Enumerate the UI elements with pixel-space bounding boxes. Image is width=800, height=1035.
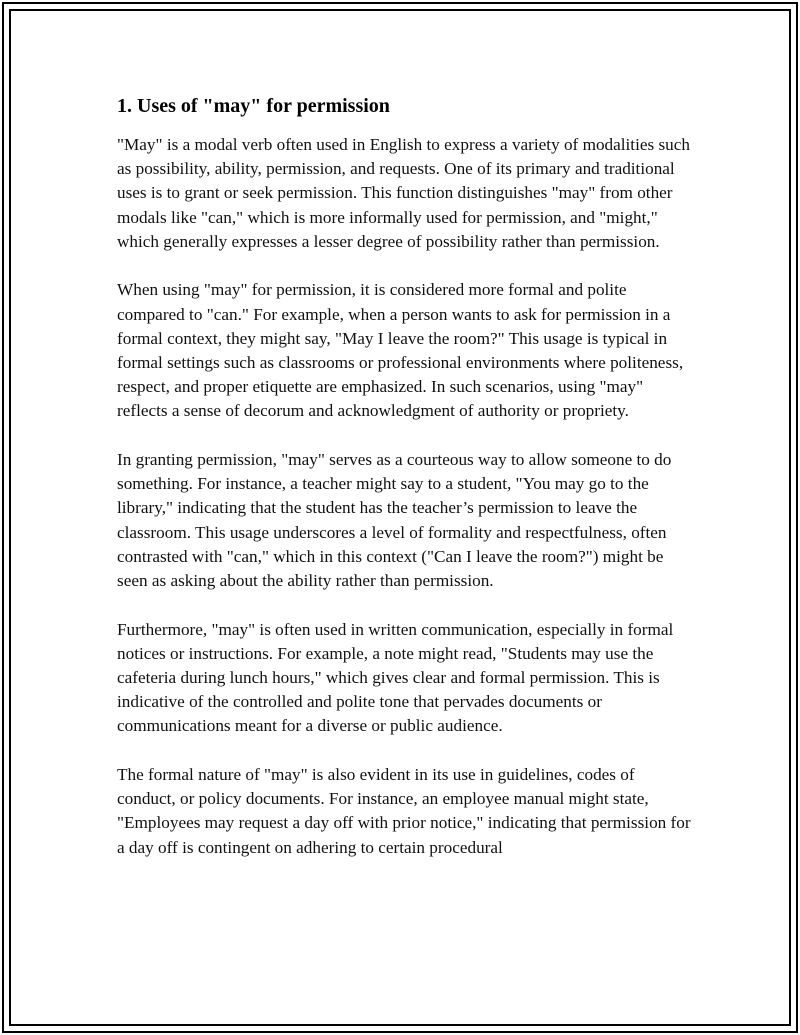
paragraph-4: Furthermore, "may" is often used in written communication, especially in formal notices or instructions. For example, a note might read, "Students may use the cafeteria during lunch hours," which gives clear and formal permission. This is indicative of the controlled and polite tone that pervades documents or communications meant for a diverse or public audience. [117,619,674,736]
paragraph-1: "May" is a modal verb often used in English to express a variety of modalities such as possibility, ability, permission, and requests. One of its primary and traditional uses is to grant or seek permission. This function distinguishes "may" from other modals like "can," which is more informally used for permission, and "might," which generally expresses a lesser degree of possibility rather than permission. [117,135,690,251]
section-heading: 1. Uses of "may" for permission [117,95,390,117]
paragraph-2: When using "may" for permission, it is considered more formal and polite compared to "can." For example, when a person wants to ask for permission in a formal context, they might say, "May I leave the room?" This usage is typical in formal settings such as classrooms or professional environments where politeness, respect, and proper etiquette are emphasized. In such scenarios, using "may" reflects a sense of decorum and acknowledgment of authority or propriety. [117,280,684,421]
paragraph-3: In granting permission, "may" serves as a courteous way to allow someone to do something. For instance, a teacher might say to a student, "You may go to the library," indicating that the student has the teacher’s permission to leave the classroom. This usage underscores a level of formality and respectfulness, often contrasted with "can," which in this context ("Can I leave the room?") might be seen as asking about the ability rather than permission. [117,450,672,591]
paragraph-5: The formal nature of "may" is also evident in its use in guidelines, codes of conduct, or policy documents. For instance, an employee manual might state, "Employees may request a day off with prior notice," indicating that permission for a day off is contingent on adhering to certain procedural [117,765,691,857]
document-content [117,93,693,860]
